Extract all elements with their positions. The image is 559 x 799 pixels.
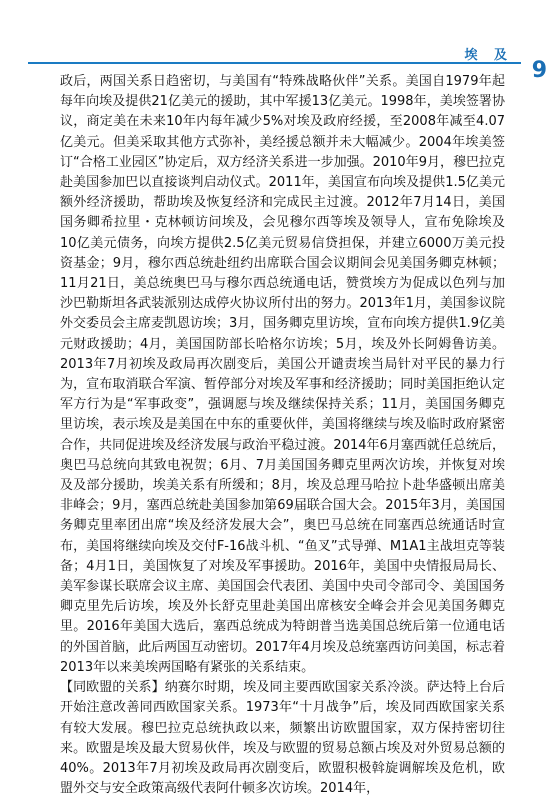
page-number: 9 <box>531 58 547 83</box>
paragraph-eu-relations <box>60 678 505 799</box>
section-heading-eu: 【同欧盟的关系】 <box>60 680 165 696</box>
body-text <box>60 72 505 799</box>
paragraph-us-relations: 政后，两国关系日趋密切，与美国有“特殊战略伙伴”关系。美国自1979年起每年向埃及提供21亿美元的援助，其中军援13亿美元。1998年，美埃签署协议，商定美在未来10年内每年减少5%对埃及政府经援，至2008年减至4.07亿美元。但美采取其他方式弥补，美经援总额并未大幅减少。2004年埃美签订“合格工业园区”协定后，双方经济关系进一步加强。2010年9月，穆巴拉克赴美国参加巴以直接谈判启动仪式。2011年，美国宣布向埃及提供1.5亿美元额外经济援助，帮助埃及恢复经济和完成民主过渡。2012年7月14日，美国国务卿希拉里・克林顿访问埃及，会见穆尔西等埃及领导人，宣布免除埃及10亿美元债务，向埃方提供2.5亿美元贸易信贷担保，并建立6000万美元投资基金；9月，穆尔西总统赴纽约出席联合国会议期间会见美国务卿克林顿；11月21日，美总统奥巴马与穆尔西总统通电话，赞赏埃方为促成以色列与加沙巴勒斯坦各武装派别达成停火协议所付出的努力。2013年1月，美国参议院外交委员会主席麦凯恩访埃；3月，国务卿克里访埃，宣布向埃方提供1.9亿美元财政援助；4月，美国国防部长哈格尔访埃；5月，埃及外长阿姆鲁访美。2013年7月初埃及政局再次剧变后，美国公开谴责埃当局针对平民的暴力行为，宣布取消联合军演、暂停部分对埃及军事和经济援助；同时美国拒绝认定军方行为是“军事政变”，强调愿与埃及继续保持关系；11月，美国国务卿克里访埃，表示埃及是美国在中东的重要伙伴，美国将继续与埃及临时政府紧密合作，共同促进埃及经济发展与政治平稳过渡。2014年6月塞西就任总统后，奥巴马总统向其致电祝贺；6月、7月美国国务卿克里两次访埃，并恢复对埃及及部分援助，埃美关系有所缓和；8月，埃及总理马哈拉卜赴华盛顿出席美非峰会；9月，塞西总统赴美国参加第69届联合国大会。2015年3月，美国国务卿克里率团出席“埃及经济发展大会”，奥巴马总统在同塞西总统通话时宣布，美国将继续向埃及交付F-16战斗机、“鱼叉”式导弹、M1A1主战坦克等装备；4月1日，美国恢复了对埃及军事援助。2016年，美国中央情报局局长、美军参谋长联席会议主席、美国国会代表团、美国中央司令部司令、美国国务卿克里先后访埃，埃及外长舒克里赴美国出席核安全峰会并会见美国务卿克里。2016年美国大选后，塞西总统成为特朗普当选美国总统后第一位通电话的外国首脑，此后两国互动密切。2017年4月埃及总统塞西访问美国，标志着2013年以来美埃两国略有紧张的关系结束。 <box>60 74 505 675</box>
running-header-title: 埃 及 <box>464 48 513 63</box>
paragraph-eu-text: 纳赛尔时期，埃及同主要西欧国家关系冷淡。萨达特上台后开始注意改善同西欧国家关系。1973年“十月战争”后，埃及同西欧国家关系有较大发展。穆巴拉克总统执政以来，频繁出访欧盟国家，双方保持密切往来。欧盟是埃及最大贸易伙伴，埃及与欧盟的贸易总额占埃及对外贸易总额的40%。2013年7月初埃及政局再次剧变后，欧盟积极斡旋调解埃及危机，欧盟外交与安全政策高级代表阿什顿多次访埃。2014年， <box>60 680 505 797</box>
